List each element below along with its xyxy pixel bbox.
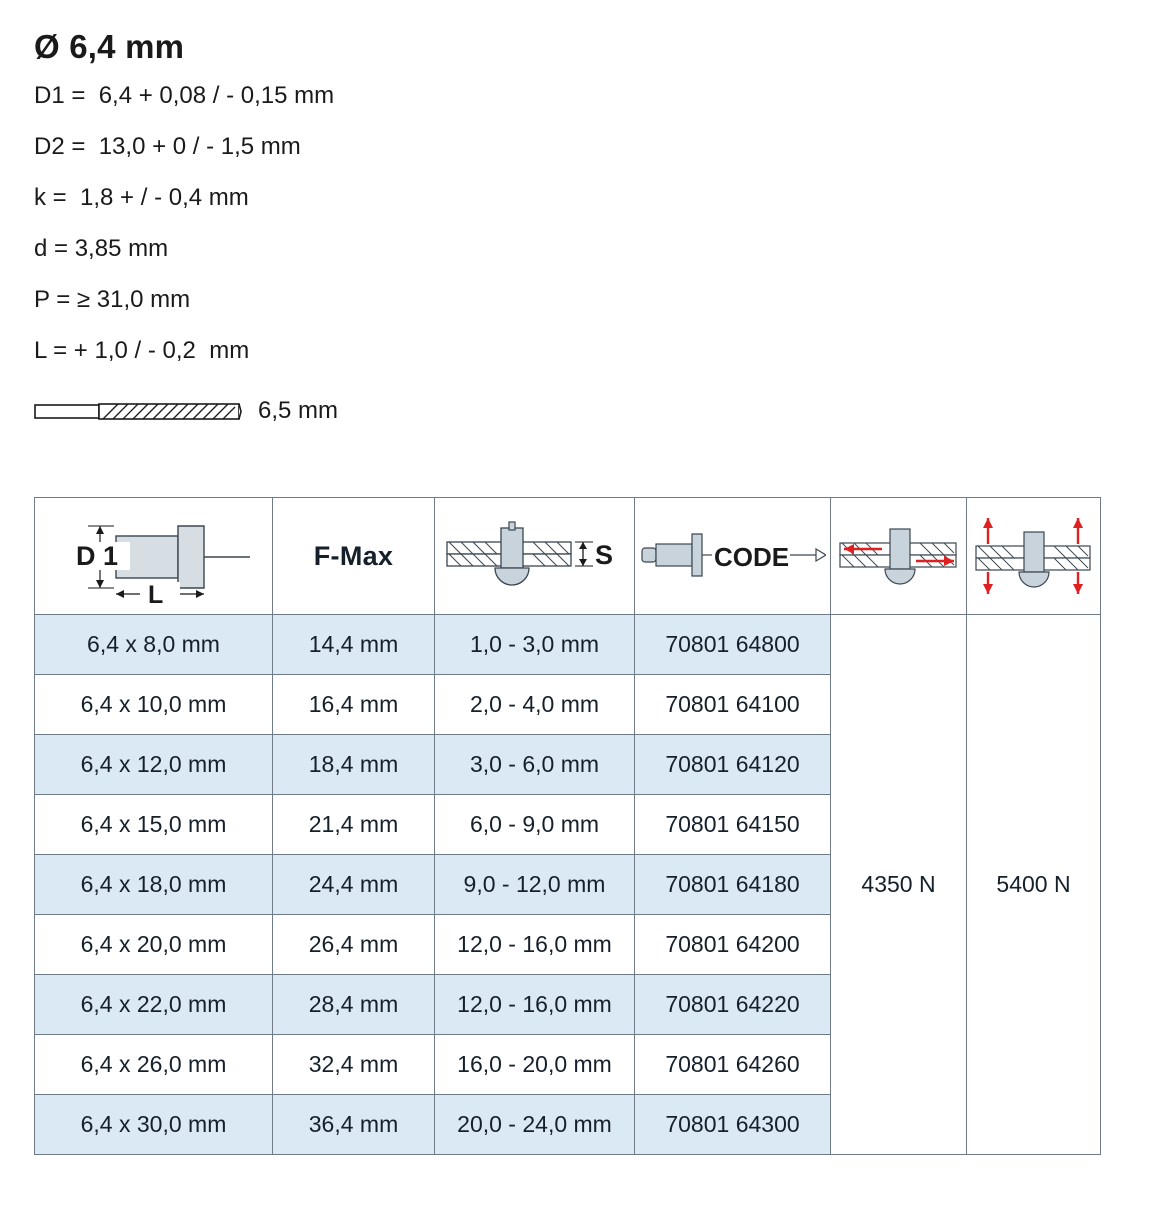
cell-fmax (273, 1095, 435, 1155)
cell-d1-text: 6,4 x 10,0 mm (80, 691, 227, 717)
cell-code-text: 70801 64100 (665, 691, 800, 717)
cell-code-text: 70801 64260 (665, 1051, 800, 1077)
cell-fmax (273, 675, 435, 735)
rivet-table-container (34, 497, 1130, 1155)
cell-clamp-text: 20,0 - 24,0 mm (457, 1111, 612, 1137)
cell-d1-text: 6,4 x 30,0 mm (80, 1111, 227, 1137)
cell-clamp (435, 675, 635, 735)
drill-size-row (34, 397, 1130, 425)
cell-clamp (435, 615, 635, 675)
cell-code-text: 70801 64150 (665, 811, 800, 837)
cell-d1-text: 6,4 x 12,0 mm (80, 751, 227, 777)
cell-code (635, 675, 831, 735)
cell-code (635, 975, 831, 1035)
cell-tensile-force (967, 615, 1101, 1155)
cell-clamp (435, 795, 635, 855)
cell-code (635, 615, 831, 675)
header-cell-d1 (35, 498, 273, 615)
rivet-clamp-range-s-icon (435, 498, 634, 614)
cell-code (635, 1035, 831, 1095)
table-header-row (35, 498, 1101, 615)
spec-line-k: k = 1,8 + / - 0,4 mm (34, 184, 249, 211)
drill-size-label: 6,5 mm (258, 397, 339, 424)
cell-d1 (35, 1095, 273, 1155)
cell-clamp-text: 9,0 - 12,0 mm (463, 871, 606, 897)
spec-line-d2: D2 = 13,0 + 0 / - 1,5 mm (34, 133, 301, 160)
cell-d1 (35, 915, 273, 975)
cell-d1 (35, 975, 273, 1035)
cell-fmax (273, 975, 435, 1035)
header-cell-code (635, 498, 831, 615)
table-row (35, 615, 1101, 675)
cell-fmax-text: 14,4 mm (308, 631, 399, 657)
cell-fmax-text: 28,4 mm (308, 991, 399, 1017)
cell-clamp-text: 12,0 - 16,0 mm (457, 931, 612, 957)
cell-fmax (273, 855, 435, 915)
cell-clamp-text: 3,0 - 6,0 mm (469, 751, 600, 777)
cell-d1-text: 6,4 x 18,0 mm (80, 871, 227, 897)
shear-force-value: 4350 N (861, 871, 936, 897)
cell-fmax (273, 795, 435, 855)
cell-clamp-text: 6,0 - 9,0 mm (469, 811, 600, 837)
header-cell-clamp (435, 498, 635, 615)
rivet-code-icon (635, 498, 830, 614)
cell-d1-text: 6,4 x 22,0 mm (80, 991, 227, 1017)
cell-clamp (435, 735, 635, 795)
cell-clamp-text: 16,0 - 20,0 mm (457, 1051, 612, 1077)
cell-d1-text: 6,4 x 26,0 mm (80, 1051, 227, 1077)
header-cell-shear-force (831, 498, 967, 615)
cell-code (635, 795, 831, 855)
svg-text:S: S (594, 540, 613, 570)
cell-clamp (435, 1035, 635, 1095)
page-title: Ø 6,4 mm (34, 28, 185, 65)
cell-clamp-text: 12,0 - 16,0 mm (457, 991, 612, 1017)
cell-clamp-text: 1,0 - 3,0 mm (469, 631, 600, 657)
cell-code-text: 70801 64300 (665, 1111, 800, 1137)
cell-clamp-text: 2,0 - 4,0 mm (469, 691, 600, 717)
cell-code-text: 70801 64180 (665, 871, 800, 897)
cell-fmax-text: 16,4 mm (308, 691, 399, 717)
svg-text:D 1: D 1 (75, 541, 118, 571)
cell-fmax (273, 735, 435, 795)
cell-fmax (273, 915, 435, 975)
cell-d1 (35, 795, 273, 855)
cell-fmax-text: 21,4 mm (308, 811, 399, 837)
cell-d1-text: 6,4 x 20,0 mm (80, 931, 227, 957)
cell-clamp (435, 1095, 635, 1155)
spec-line-l: L = + 1,0 / - 0,2 mm (34, 337, 250, 364)
cell-code (635, 915, 831, 975)
svg-text:L: L (147, 581, 163, 608)
cell-d1 (35, 1035, 273, 1095)
cell-fmax-text: 36,4 mm (308, 1111, 399, 1137)
cell-fmax (273, 1035, 435, 1095)
cell-code-text: 70801 64800 (665, 631, 800, 657)
cell-code-text: 70801 64120 (665, 751, 800, 777)
drill-bit-icon (34, 398, 242, 424)
spec-line-d1: D1 = 6,4 + 0,08 / - 0,15 mm (34, 82, 335, 109)
cell-fmax-text: 24,4 mm (308, 871, 399, 897)
spec-list (34, 84, 1130, 363)
svg-text:CODE: CODE (713, 542, 789, 572)
spec-line-d: d = 3,85 mm (34, 235, 169, 262)
cell-code-text: 70801 64220 (665, 991, 800, 1017)
rivet-shear-force-icon (831, 498, 966, 614)
header-cell-tensile-force (967, 498, 1101, 615)
rivet-dimension-d1-l-icon (35, 498, 272, 614)
cell-d1 (35, 855, 273, 915)
cell-d1 (35, 735, 273, 795)
header-cell-fmax (273, 498, 435, 615)
cell-d1-text: 6,4 x 15,0 mm (80, 811, 227, 837)
cell-fmax-text: 32,4 mm (308, 1051, 399, 1077)
cell-clamp (435, 855, 635, 915)
cell-d1 (35, 675, 273, 735)
cell-code-text: 70801 64200 (665, 931, 800, 957)
cell-clamp (435, 975, 635, 1035)
cell-fmax (273, 615, 435, 675)
cell-code (635, 735, 831, 795)
cell-shear-force (831, 615, 967, 1155)
tensile-force-value: 5400 N (996, 871, 1071, 897)
header-label-fmax: F-Max (313, 540, 394, 571)
rivet-table (34, 497, 1101, 1155)
spec-line-p: P = ≥ 31,0 mm (34, 286, 191, 313)
cell-code (635, 855, 831, 915)
cell-code (635, 1095, 831, 1155)
rivet-tensile-force-icon (967, 498, 1100, 614)
cell-d1 (35, 615, 273, 675)
cell-fmax-text: 26,4 mm (308, 931, 399, 957)
cell-fmax-text: 18,4 mm (308, 751, 399, 777)
cell-clamp (435, 915, 635, 975)
cell-d1-text: 6,4 x 8,0 mm (87, 631, 220, 657)
